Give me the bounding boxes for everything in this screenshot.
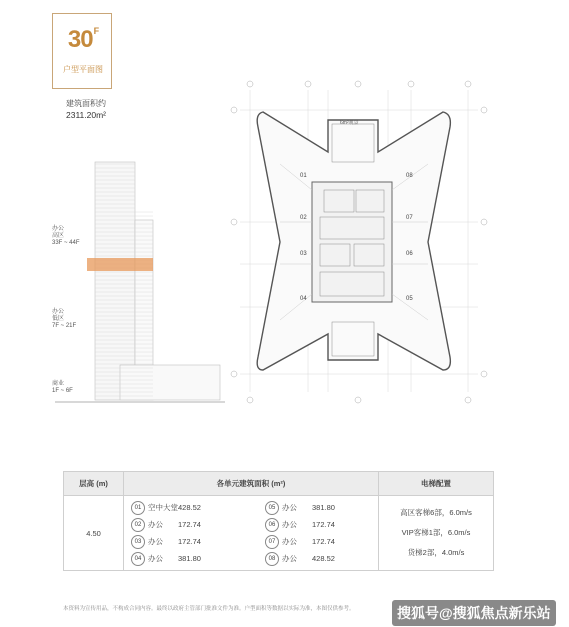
unit-entry xyxy=(131,533,259,550)
unit-number: 05 xyxy=(265,501,279,515)
unit-entry xyxy=(265,533,364,550)
unit-entry xyxy=(131,499,259,516)
unit-area: 172.74 xyxy=(312,537,335,546)
unit-label: 04 xyxy=(300,296,307,302)
unit-number: 02 xyxy=(131,518,145,532)
unit-entry xyxy=(265,499,364,516)
unit-area: 172.74 xyxy=(178,537,201,546)
right-unit-list xyxy=(259,497,364,569)
unit-label: 03 xyxy=(300,251,307,257)
floor-plan xyxy=(228,72,490,410)
unit-name: 办公 xyxy=(282,503,297,512)
elevator-item: VIP客梯1部，6.0m/s xyxy=(401,528,471,537)
unit-label: 05 xyxy=(406,296,413,302)
unit-label: 02 xyxy=(300,215,307,221)
unit-entry xyxy=(131,516,259,533)
unit-name: 办公 xyxy=(148,537,163,546)
unit-area: 172.74 xyxy=(312,520,335,529)
left-unit-list xyxy=(125,497,259,569)
unit-number: 01 xyxy=(131,501,145,515)
unit-name: 办公 xyxy=(282,537,297,546)
unit-name: 空中大堂 xyxy=(148,503,178,512)
unit-name: 办公 xyxy=(282,554,297,563)
unit-entry xyxy=(131,550,259,567)
elevator-cell xyxy=(379,496,494,571)
footnote: 本资料为宣传用品，不构成合同内容。最终以政府主管部门批准文件为准。户型面积等数据以实际为准，本图仅供参考。 xyxy=(63,606,355,612)
unit-label: 07 xyxy=(406,215,413,221)
unit-area: 172.74 xyxy=(178,520,201,529)
unit-area: 381.80 xyxy=(312,503,335,512)
unit-area: 381.80 xyxy=(178,554,201,563)
col-unit-areas: 各单元建筑面积 (m²) xyxy=(124,472,379,496)
unit-number: 08 xyxy=(265,552,279,566)
spec-table xyxy=(63,471,494,571)
watermark: 搜狐号@搜狐焦点新乐站 xyxy=(392,600,556,626)
office-high-label: 办公 高区 33F ~ 44F xyxy=(52,226,80,246)
area-label: 建筑面积约 xyxy=(66,99,106,108)
unit-entry xyxy=(265,516,364,533)
area-value: 2311.20m² xyxy=(65,110,106,120)
table-header-row xyxy=(64,472,494,496)
unit-label: 06 xyxy=(406,251,413,257)
elevator-item: 货梯2部，4.0m/s xyxy=(407,548,465,557)
floor-height-value: 4.50 xyxy=(64,496,124,571)
unit-entry xyxy=(265,550,364,567)
unit-name: 办公 xyxy=(148,520,163,529)
floor-badge xyxy=(52,13,112,89)
unit-label: 01 xyxy=(300,173,307,179)
corridor-label: 6m²观景 xyxy=(340,120,359,126)
unit-number: 03 xyxy=(131,535,145,549)
col-elevators: 电梯配置 xyxy=(379,472,494,496)
table-row xyxy=(64,496,494,571)
retail-label: 商业 1F ~ 6F xyxy=(52,381,73,394)
col-floor-height: 层高 (m) xyxy=(64,472,124,496)
unit-number: 06 xyxy=(265,518,279,532)
elevator-item: 高区客梯6部，6.0m/s xyxy=(400,508,472,517)
unit-name: 办公 xyxy=(148,554,163,563)
unit-number: 07 xyxy=(265,535,279,549)
unit-area: 428.52 xyxy=(178,503,201,512)
unit-name: 办公 xyxy=(282,520,297,529)
floor-plan-subtitle: 户型平面图 xyxy=(63,65,103,74)
unit-number: 04 xyxy=(131,552,145,566)
unit-label: 08 xyxy=(406,173,413,179)
office-low-label: 办公 低区 7F ~ 21F xyxy=(52,309,77,329)
building-elevation xyxy=(55,150,225,412)
floor-number: $30^F$ xyxy=(67,26,99,53)
unit-area-cell xyxy=(124,496,379,571)
unit-area: 428.52 xyxy=(312,554,335,563)
current-floor-highlight xyxy=(87,258,153,271)
